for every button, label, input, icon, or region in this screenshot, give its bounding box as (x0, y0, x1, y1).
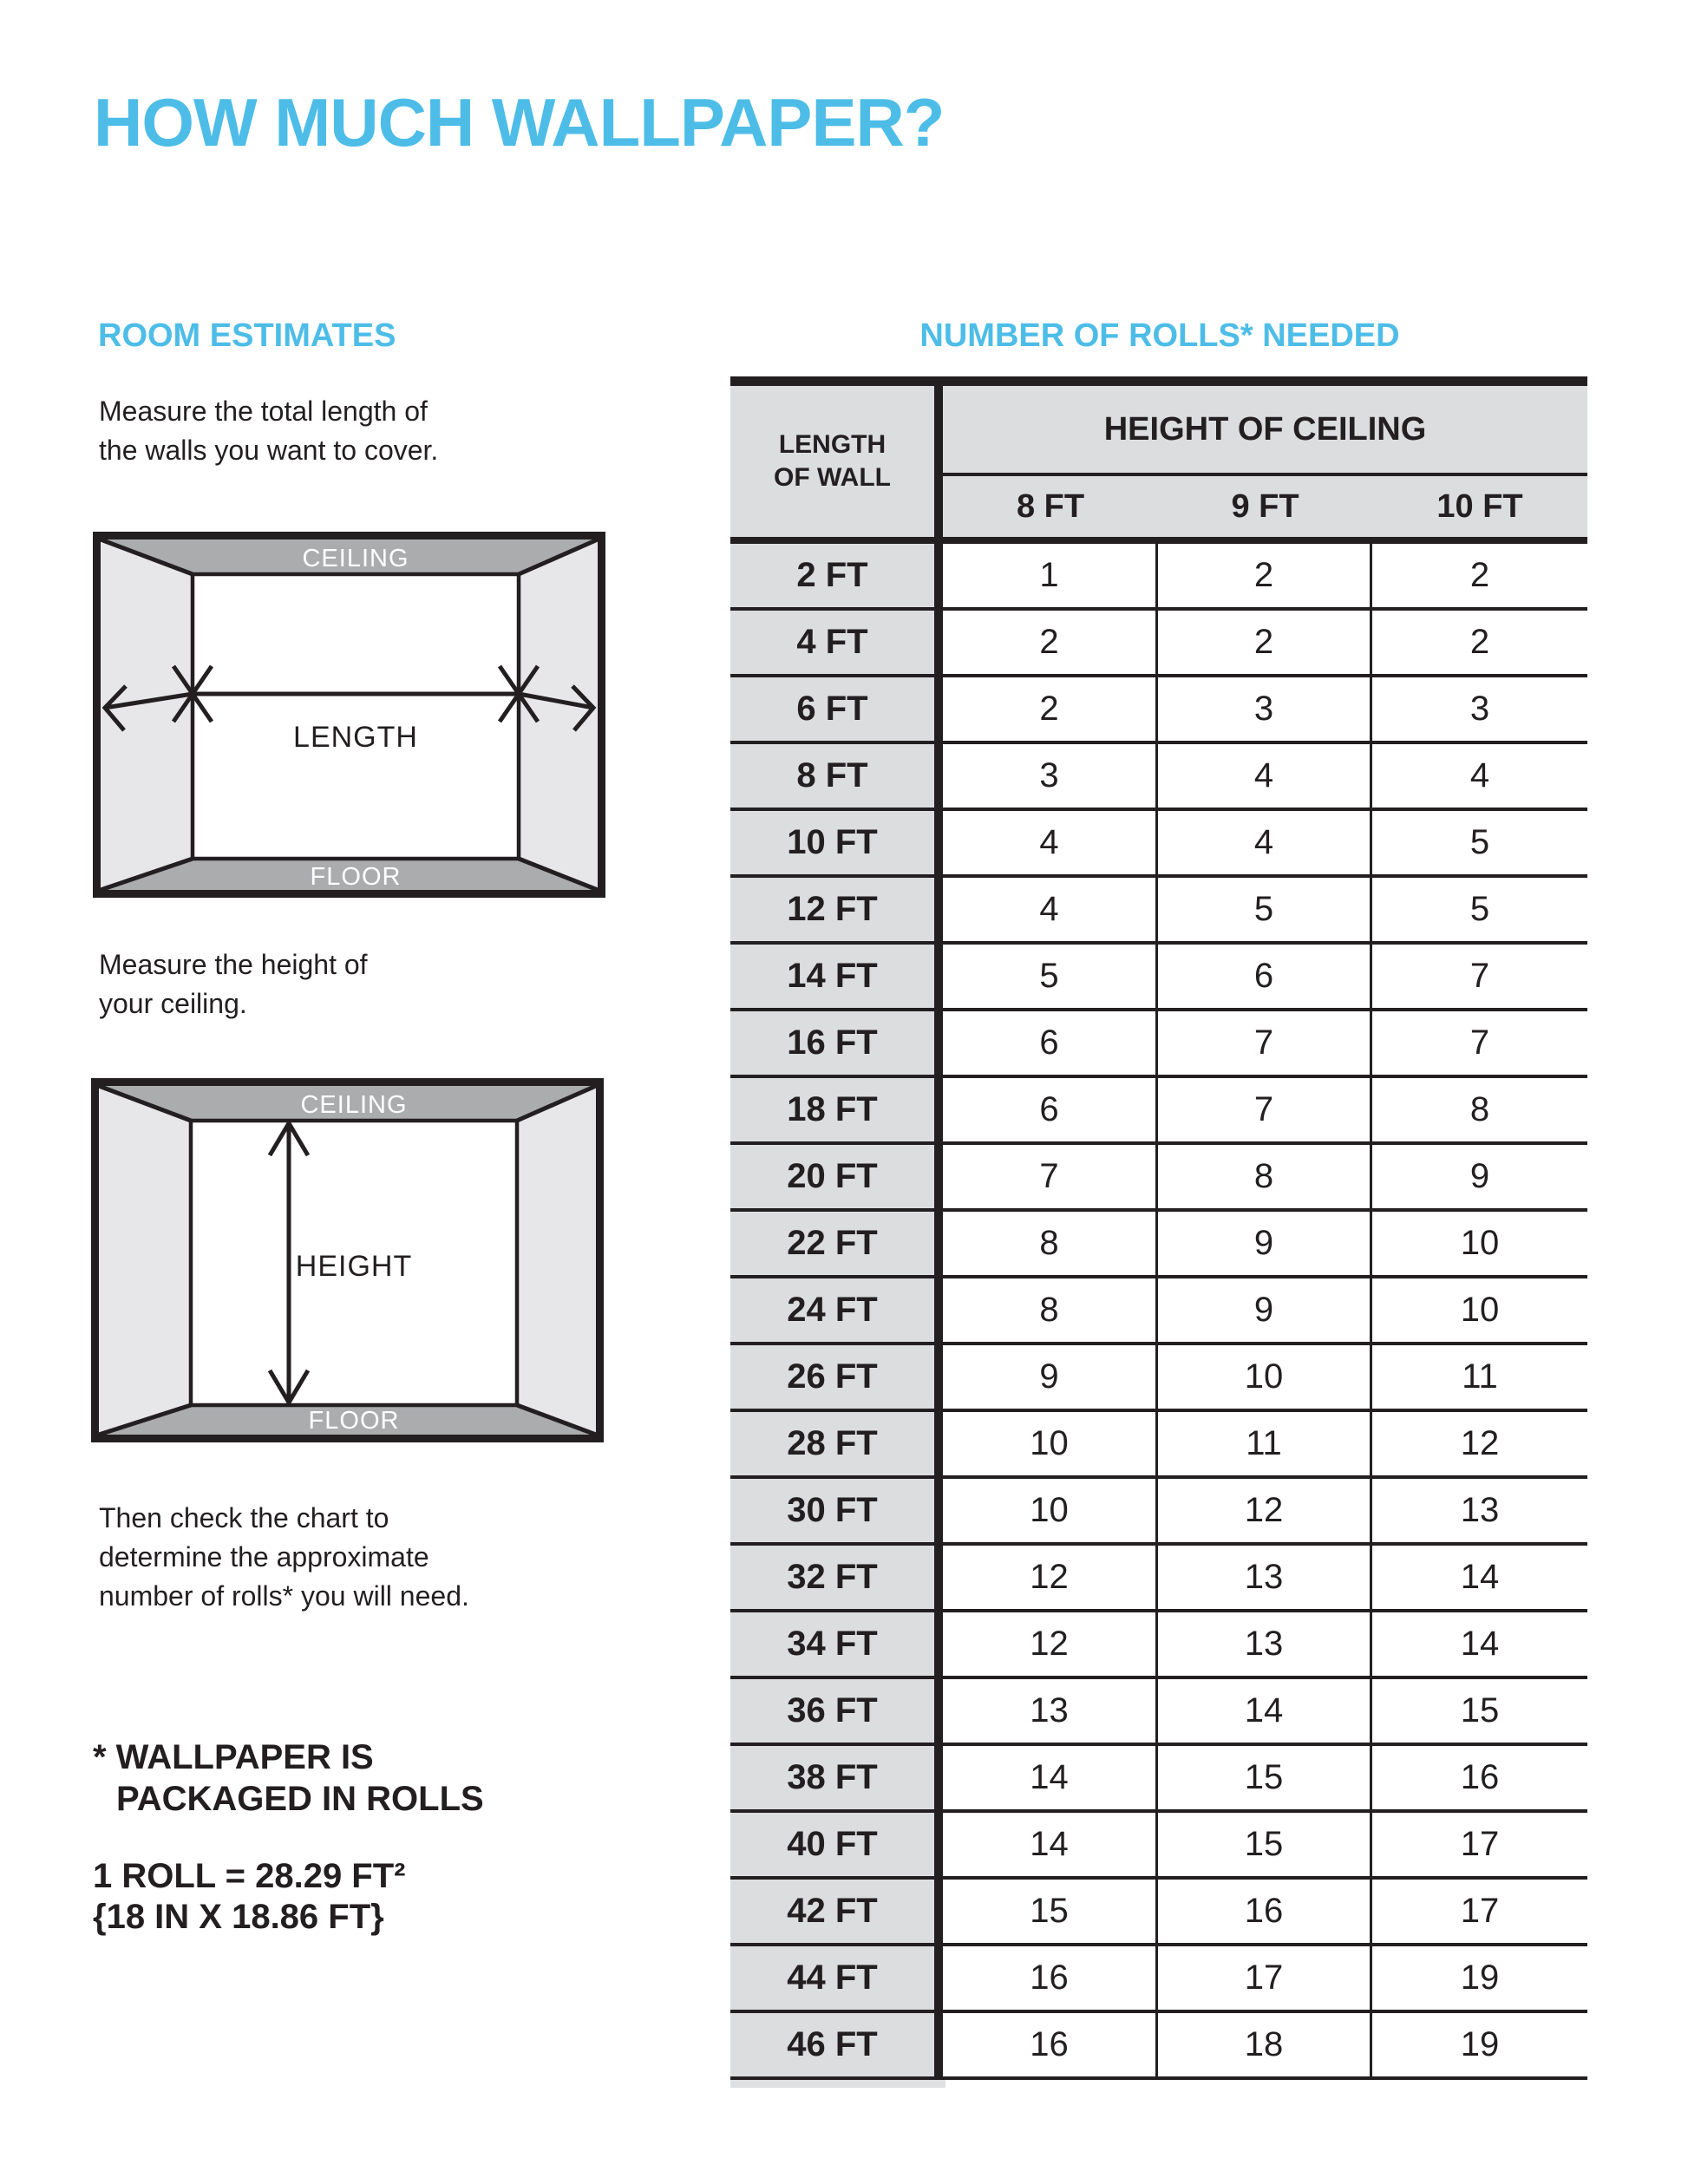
row-label-cell: 22 FT (730, 1212, 943, 1278)
value-cell: 3 (1372, 677, 1587, 744)
value-cell: 16 (943, 1946, 1158, 2013)
value-cell: 2 (943, 611, 1158, 677)
value-cell: 7 (1372, 945, 1587, 1011)
value-cell: 9 (1158, 1212, 1372, 1278)
value-cell: 9 (1158, 1278, 1372, 1345)
room-estimates-heading: ROOM ESTIMATES (98, 317, 396, 354)
left-wall-face (99, 1086, 191, 1435)
length-dimension-label: LENGTH (293, 721, 418, 754)
value-cell: 10 (943, 1412, 1158, 1479)
row-label-cell: 36 FT (730, 1679, 943, 1746)
value-cell: 10 (943, 1479, 1158, 1546)
value-cell: 16 (943, 2013, 1158, 2080)
value-cell: 13 (943, 1679, 1158, 1746)
right-wall-face (517, 1086, 596, 1435)
value-cell: 6 (1158, 945, 1372, 1011)
value-cell: 7 (1158, 1011, 1372, 1078)
length-of-wall-line1: LENGTH (778, 430, 887, 459)
value-cell: 2 (1158, 611, 1372, 677)
value-cell: 15 (1158, 1746, 1372, 1813)
value-cell: 8 (943, 1212, 1158, 1278)
value-cell: 19 (1372, 2013, 1587, 2080)
step3-line1: Then check the chart to (99, 1502, 389, 1533)
value-cell: 2 (943, 677, 1158, 744)
step1-line1: Measure the total length of (99, 396, 428, 427)
value-cell: 5 (1372, 878, 1587, 945)
value-cell: 10 (1372, 1278, 1587, 1345)
row-label-cell: 4 FT (730, 611, 943, 677)
value-cell: 15 (943, 1880, 1158, 1946)
rolls-footnote (93, 1736, 484, 1820)
row-label-cell: 24 FT (730, 1278, 943, 1345)
value-cell: 10 (1372, 1212, 1587, 1278)
length-of-wall-header (730, 386, 943, 544)
value-cell: 14 (943, 1813, 1158, 1880)
value-cell: 8 (1372, 1078, 1587, 1145)
row-label-cell: 16 FT (730, 1011, 943, 1078)
value-cell: 14 (1372, 1546, 1587, 1612)
value-cell: 6 (943, 1078, 1158, 1145)
value-cell: 14 (1158, 1679, 1372, 1746)
row-label-cell: 32 FT (730, 1546, 943, 1612)
value-cell: 15 (1372, 1679, 1587, 1746)
value-cell: 7 (943, 1145, 1158, 1212)
row-label-cell: 42 FT (730, 1880, 943, 1946)
step2-line2: your ceiling. (99, 988, 247, 1019)
value-cell: 14 (1372, 1612, 1587, 1679)
value-cell: 18 (1158, 2013, 1372, 2080)
row-label-cell: 44 FT (730, 1946, 943, 2013)
table-left-column-stub (730, 2080, 945, 2088)
value-cell: 7 (1158, 1078, 1372, 1145)
length-diagram (93, 532, 605, 898)
value-cell: 7 (1372, 1011, 1587, 1078)
value-cell: 17 (1372, 1880, 1587, 1946)
row-label-cell: 30 FT (730, 1479, 943, 1546)
row-label-cell: 38 FT (730, 1746, 943, 1813)
step3-line2: determine the approximate (99, 1541, 429, 1573)
value-cell: 4 (1372, 744, 1587, 811)
row-label-cell: 28 FT (730, 1412, 943, 1479)
value-cell: 4 (943, 811, 1158, 878)
value-cell: 12 (1158, 1479, 1372, 1546)
value-cell: 2 (1372, 544, 1587, 611)
rolls-needed-heading: NUMBER OF ROLLS* NEEDED (919, 317, 1400, 354)
row-label-cell: 14 FT (730, 945, 943, 1011)
row-label-cell: 34 FT (730, 1612, 943, 1679)
value-cell: 12 (943, 1612, 1158, 1679)
value-cell: 2 (1158, 544, 1372, 611)
value-cell: 4 (1158, 744, 1372, 811)
value-cell: 8 (1158, 1145, 1372, 1212)
height-dimension-label: HEIGHT (295, 1250, 413, 1283)
step2-text (99, 945, 368, 1023)
page-title: HOW MUCH WALLPAPER? (94, 84, 945, 160)
footnote-line2: PACKAGED IN ROLLS (116, 1780, 484, 1818)
floor-label: FLOOR (308, 1407, 400, 1435)
value-cell: 17 (1158, 1946, 1372, 2013)
length-of-wall-line2: OF WALL (774, 463, 891, 492)
step3-line3: number of rolls* you will need. (99, 1580, 469, 1612)
ceiling-label: CEILING (300, 1091, 408, 1119)
value-cell: 9 (943, 1345, 1158, 1412)
value-cell: 13 (1158, 1546, 1372, 1612)
value-cell: 5 (1158, 878, 1372, 945)
roll-area-line: 1 ROLL = 28.29 FT² (93, 1857, 406, 1895)
value-cell: 2 (1372, 611, 1587, 677)
height-of-ceiling-header: HEIGHT OF CEILING (943, 386, 1587, 476)
row-label-cell: 12 FT (730, 878, 943, 945)
value-cell: 16 (1158, 1880, 1372, 1946)
row-label-cell: 20 FT (730, 1145, 943, 1212)
footnote-line1: * WALLPAPER IS (93, 1738, 374, 1776)
value-cell: 19 (1372, 1946, 1587, 2013)
value-cell: 4 (943, 878, 1158, 945)
row-label-cell: 6 FT (730, 677, 943, 744)
value-cell: 13 (1372, 1479, 1587, 1546)
value-cell: 9 (1372, 1145, 1587, 1212)
value-cell: 6 (943, 1011, 1158, 1078)
row-label-cell: 46 FT (730, 2013, 943, 2080)
value-cell: 16 (1372, 1746, 1587, 1813)
value-cell: 4 (1158, 811, 1372, 878)
step1-text (99, 392, 438, 470)
value-cell: 11 (1372, 1345, 1587, 1412)
column-header-10ft: 10 FT (1372, 476, 1587, 544)
column-header-8ft: 8 FT (943, 476, 1158, 544)
value-cell: 5 (1372, 811, 1587, 878)
row-label-cell: 8 FT (730, 744, 943, 811)
value-cell: 12 (943, 1546, 1158, 1612)
value-cell: 10 (1158, 1345, 1372, 1412)
value-cell: 3 (943, 744, 1158, 811)
row-label-cell: 10 FT (730, 811, 943, 878)
value-cell: 1 (943, 544, 1158, 611)
value-cell: 5 (943, 945, 1158, 1011)
roll-size-info (93, 1856, 406, 1938)
roll-dimensions-line: {18 IN X 18.86 FT} (93, 1898, 384, 1936)
length-diagram-svg (93, 532, 605, 898)
back-wall (193, 574, 519, 859)
floor-label: FLOOR (310, 863, 402, 891)
row-label-cell: 18 FT (730, 1078, 943, 1145)
ceiling-label: CEILING (302, 545, 409, 572)
column-header-9ft: 9 FT (1158, 476, 1372, 544)
row-label-cell: 26 FT (730, 1345, 943, 1412)
height-diagram-svg (91, 1078, 604, 1442)
value-cell: 11 (1158, 1412, 1372, 1479)
height-diagram (91, 1078, 604, 1442)
value-cell: 13 (1158, 1612, 1372, 1679)
value-cell: 15 (1158, 1813, 1372, 1880)
rolls-table (730, 376, 1587, 2080)
value-cell: 17 (1372, 1813, 1587, 1880)
value-cell: 14 (943, 1746, 1158, 1813)
value-cell: 8 (943, 1278, 1158, 1345)
step2-line1: Measure the height of (99, 949, 368, 980)
row-label-cell: 40 FT (730, 1813, 943, 1880)
value-cell: 12 (1372, 1412, 1587, 1479)
step3-text (99, 1499, 469, 1616)
row-label-cell: 2 FT (730, 544, 943, 611)
value-cell: 3 (1158, 677, 1372, 744)
step1-line2: the walls you want to cover. (99, 435, 439, 466)
